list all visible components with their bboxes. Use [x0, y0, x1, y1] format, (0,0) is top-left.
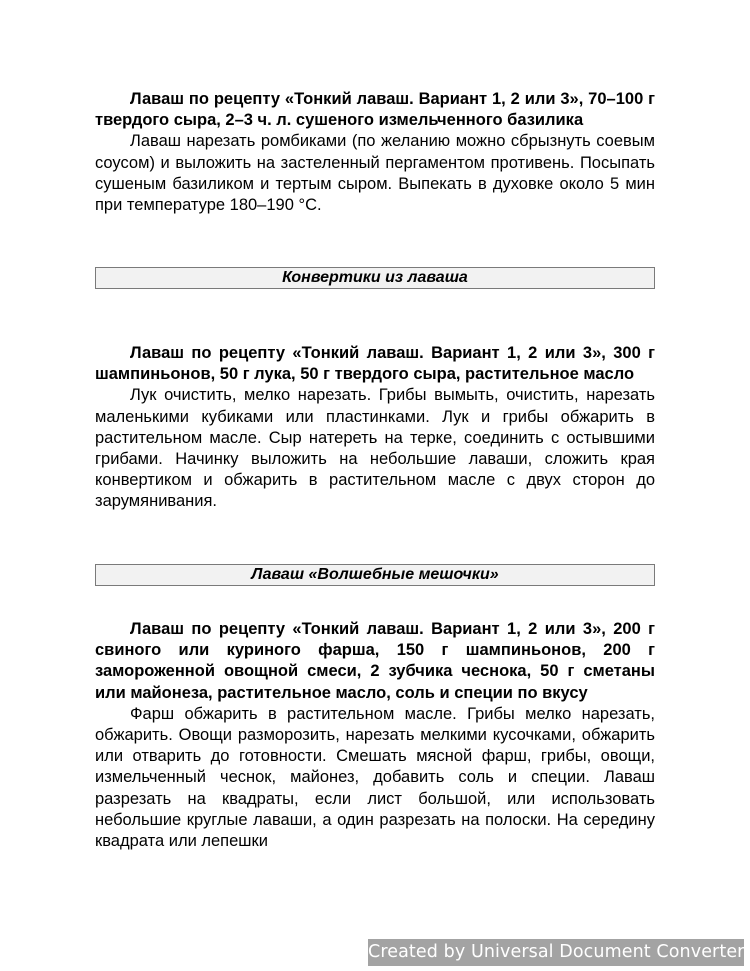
recipe-1-ingredients: Лаваш по рецепту «Тонкий лаваш. Вариант 1, 2 или 3», 70–100 г твердого сыра, 2–3 ч. л. сушеного измельченного базилика	[95, 90, 655, 130]
recipe-3	[95, 619, 655, 852]
recipe-3-ingredients: Лаваш по рецепту «Тонкий лаваш. Вариант 1, 2 или 3», 200 г свиного или куриного фарша, 150 г шампиньонов, 200 г замороженной овощной смеси, 2 зубчика чеснока, 50 г сметаны или майонеза, растительное масло, соль и специи по вкусу	[95, 620, 655, 702]
recipe-3-instructions: Фарш обжарить в растительном масле. Грибы мелко нарезать, обжарить. Овощи разморозить, нарезать мелкими кусочками, обжарить или отварить до готовности. Смешать мясной фарш, грибы, овощи, измельченный чеснок, майонез, добавить соль и специи. Лаваш разрезать на квадраты, если лист большой, или использовать небольшие круглые лаваши, а один разрезать на полоски. На середину квадрата или лепешки	[95, 704, 655, 851]
section-title-envelopes: Конвертики из лаваша	[95, 267, 655, 289]
section-title-magic-pouches: Лаваш «Волшебные мешочки»	[95, 564, 655, 586]
recipe-2	[95, 343, 655, 513]
converter-watermark: Created by Universal Document Converter	[368, 939, 744, 966]
recipe-2-ingredients: Лаваш по рецепту «Тонкий лаваш. Вариант 1, 2 или 3», 300 г шампиньонов, 50 г лука, 50 г твердого сыра, растительное масло	[95, 344, 655, 384]
recipe-1-instructions: Лаваш нарезать ромбиками (по желанию можно сбрызнуть соевым соусом) и выложить на застеленный пергаментом противень. Посыпать сушеным базиликом и тертым сыром. Выпекать в духовке около 5 мин при температуре 180–190 °С.	[95, 132, 655, 215]
recipe-2-instructions: Лук очистить, мелко нарезать. Грибы вымыть, очистить, нарезать маленькими кубиками или пластинками. Лук и грибы обжарить в растительном масле. Сыр натереть на терке, соединить с остывшими грибами. Начинку выложить на небольшие лаваши, сложить края конвертиком и обжарить в растительном масле с двух сторон до зарумянивания.	[95, 386, 655, 511]
recipe-1	[95, 89, 655, 216]
